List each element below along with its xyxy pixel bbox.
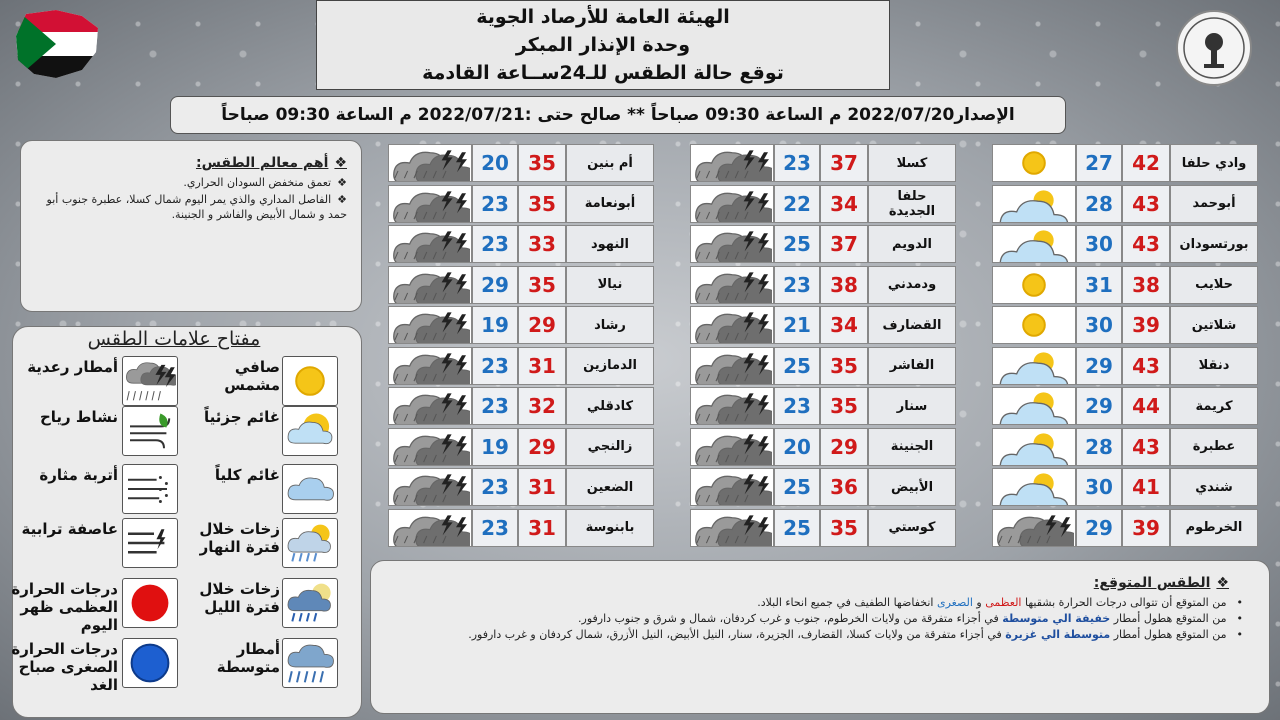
max-temp: 34	[820, 306, 868, 344]
min-temp-icon	[122, 638, 178, 688]
min-temp: 28	[1076, 428, 1122, 466]
max-temp: 31	[518, 468, 566, 506]
min-temp: 20	[774, 428, 820, 466]
city-name: النهود	[566, 225, 654, 263]
weather-partly-icon	[992, 225, 1076, 263]
expected-weather-panel	[370, 560, 1270, 714]
meteorological-authority-logo	[1176, 10, 1252, 86]
city-name: الجنينة	[868, 428, 956, 466]
max-temp: 38	[820, 266, 868, 304]
weather-partly-icon	[992, 387, 1076, 425]
weather-storm-icon	[690, 468, 774, 506]
weather-storm-icon	[690, 266, 774, 304]
max-temp: 29	[518, 428, 566, 466]
legend-label: نشاط رياح	[39, 408, 118, 426]
weather-storm-icon	[388, 428, 472, 466]
max-temp: 43	[1122, 225, 1170, 263]
weather-storm-icon	[690, 225, 774, 263]
max-temp-icon	[122, 578, 178, 628]
max-temp: 35	[518, 266, 566, 304]
city-name: دنقلا	[1170, 347, 1258, 385]
legend-label: غائم جزئياً	[203, 408, 280, 426]
max-temp: 31	[518, 347, 566, 385]
day-showers-icon	[282, 518, 338, 568]
max-temp: 35	[820, 509, 868, 547]
weather-storm-icon	[388, 347, 472, 385]
min-temp: 23	[472, 185, 518, 223]
city-name: الدويم	[868, 225, 956, 263]
legend-label: غائم كلياً	[214, 466, 280, 484]
city-name: وادي حلفا	[1170, 144, 1258, 182]
weather-storm-icon	[388, 387, 472, 425]
weather-storm-icon	[690, 144, 774, 182]
city-name: الدمازين	[566, 347, 654, 385]
legend-label: عاصفة ترابية	[21, 520, 118, 538]
min-temp: 30	[1076, 468, 1122, 506]
min-temp: 22	[774, 185, 820, 223]
max-temp: 39	[1122, 509, 1170, 547]
min-temp: 31	[1076, 266, 1122, 304]
weather-storm-icon	[690, 347, 774, 385]
max-temp: 39	[1122, 306, 1170, 344]
weather-storm-icon	[388, 185, 472, 223]
weather-partly-icon	[992, 347, 1076, 385]
city-name: ودمدني	[868, 266, 956, 304]
feature-item: ❖الفاصل المداري والذي يمر اليوم شمال كسلا، عطبرة جنوب أبو حمد و شمال الأبيض والفاشر و الجنينة.	[46, 193, 347, 221]
legend-label: صافي مشمس	[224, 358, 280, 394]
legend-title: مفتاح علامات الطقس	[87, 328, 261, 350]
weather-storm-icon	[388, 306, 472, 344]
issue-text: الإصدار2022/07/20 م الساعة 09:30 صباحاً ** صالح حتى :2022/07/21 م الساعة 09:30 صباحاً	[221, 105, 1015, 125]
city-name: سنار	[868, 387, 956, 425]
max-temp: 34	[820, 185, 868, 223]
max-temp: 29	[820, 428, 868, 466]
weather-storm-icon	[690, 387, 774, 425]
min-temp: 25	[774, 468, 820, 506]
forecast-title: توقع حالة الطقس للـ24ســاعة القادمة	[422, 62, 784, 84]
min-temp: 19	[472, 428, 518, 466]
max-temp: 31	[518, 509, 566, 547]
city-name: زالنجي	[566, 428, 654, 466]
max-temp: 37	[820, 144, 868, 182]
city-name: نيالا	[566, 266, 654, 304]
city-name: كوستي	[868, 509, 956, 547]
unit-name: وحدة الإنذار المبكر	[515, 34, 691, 56]
min-temp: 25	[774, 509, 820, 547]
min-temp: 23	[774, 387, 820, 425]
expected-item: • من المتوقع أن تتوالى درجات الحرارة بشقيها العظمى و الصغرى انخفاضها الطفيف في جميع انحاء البلاد.	[389, 595, 1243, 611]
max-temp: 36	[820, 468, 868, 506]
max-temp: 37	[820, 225, 868, 263]
weather-storm-icon	[388, 144, 472, 182]
max-temp: 32	[518, 387, 566, 425]
weather-storm-icon	[690, 306, 774, 344]
features-title: ❖أهم معالم الطقس:	[195, 155, 347, 171]
legend-label: أمطار متوسطة	[216, 640, 280, 676]
city-name: الضعين	[566, 468, 654, 506]
legend-label: درجات الحرارة العظمى ظهر اليوم	[11, 580, 118, 634]
sun-icon	[282, 356, 338, 406]
weather-storm-icon	[388, 225, 472, 263]
weather-storm-icon	[388, 266, 472, 304]
city-name: كادقلي	[566, 387, 654, 425]
expected-item: • من المتوقع هطول أمطار متوسطة الي غزيرة في أجزاء متفرقة من ولايات كسلا، القضارف، الجزيرة، سنار، النيل الأبيض، النيل الأزرق، شمال كردفان و غرب دارفور.	[389, 627, 1243, 643]
min-temp: 23	[472, 387, 518, 425]
city-name: أم بنين	[566, 144, 654, 182]
min-temp: 29	[1076, 509, 1122, 547]
min-temp: 23	[472, 347, 518, 385]
min-temp: 25	[774, 347, 820, 385]
city-name: كريمة	[1170, 387, 1258, 425]
city-name: شندي	[1170, 468, 1258, 506]
legend-label: زخات خلال فترة النهار	[199, 520, 280, 556]
wind-icon	[122, 406, 178, 456]
weather-partly-icon	[992, 468, 1076, 506]
min-temp: 29	[472, 266, 518, 304]
min-temp: 23	[472, 225, 518, 263]
min-temp: 23	[774, 144, 820, 182]
city-name: القضارف	[868, 306, 956, 344]
max-temp: 42	[1122, 144, 1170, 182]
city-name: بورتسودان	[1170, 225, 1258, 263]
city-name: كسلا	[868, 144, 956, 182]
min-temp: 30	[1076, 306, 1122, 344]
weather-storm-icon	[388, 509, 472, 547]
legend-label: أمطار رعدية	[27, 358, 118, 376]
min-temp: 23	[472, 509, 518, 547]
weather-partly-icon	[992, 185, 1076, 223]
city-name: أبونعامة	[566, 185, 654, 223]
city-name: أبوحمد	[1170, 185, 1258, 223]
max-temp: 43	[1122, 185, 1170, 223]
city-name: حلفا الجديدة	[868, 185, 956, 223]
max-temp: 44	[1122, 387, 1170, 425]
thunderstorm-icon	[122, 356, 178, 406]
weather-sun-icon	[992, 306, 1076, 344]
moderate-rain-icon	[282, 638, 338, 688]
max-temp: 35	[820, 347, 868, 385]
min-temp: 25	[774, 225, 820, 263]
max-temp: 35	[518, 144, 566, 182]
min-temp: 29	[1076, 387, 1122, 425]
min-temp: 29	[1076, 347, 1122, 385]
city-name: بابنوسة	[566, 509, 654, 547]
partly-cloudy-icon	[282, 406, 338, 456]
city-name: الأبيض	[868, 468, 956, 506]
dust-icon	[122, 464, 178, 514]
cloudy-icon	[282, 464, 338, 514]
min-temp: 27	[1076, 144, 1122, 182]
legend-label: أتربة مثارة	[39, 466, 118, 484]
max-temp: 33	[518, 225, 566, 263]
sudan-flag-icon	[12, 6, 104, 82]
min-temp: 28	[1076, 185, 1122, 223]
min-temp: 30	[1076, 225, 1122, 263]
weather-sun-icon	[992, 266, 1076, 304]
city-name: الفاشر	[868, 347, 956, 385]
min-temp: 23	[472, 468, 518, 506]
night-showers-icon	[282, 578, 338, 628]
max-temp: 38	[1122, 266, 1170, 304]
min-temp: 23	[774, 266, 820, 304]
issue-validity-bar	[170, 96, 1066, 134]
max-temp: 35	[518, 185, 566, 223]
weather-partly-icon	[992, 428, 1076, 466]
org-name: الهيئة العامة للأرصاد الجوية	[476, 6, 730, 28]
expected-title: ❖الطقس المتوقع:	[1093, 575, 1229, 591]
max-temp: 41	[1122, 468, 1170, 506]
weather-features-panel	[20, 140, 362, 312]
weather-storm-icon	[992, 509, 1076, 547]
city-name: الخرطوم	[1170, 509, 1258, 547]
weather-storm-icon	[690, 185, 774, 223]
city-name: عطبرة	[1170, 428, 1258, 466]
min-temp: 20	[472, 144, 518, 182]
max-temp: 43	[1122, 347, 1170, 385]
header-title-box	[316, 0, 890, 90]
min-temp: 19	[472, 306, 518, 344]
city-name: رشاد	[566, 306, 654, 344]
max-temp: 29	[518, 306, 566, 344]
max-temp: 43	[1122, 428, 1170, 466]
feature-item: ❖تعمق منخفض السودان الحراري.	[183, 176, 347, 189]
duststorm-icon	[122, 518, 178, 568]
weather-storm-icon	[388, 468, 472, 506]
expected-item: • من المتوقع هطول أمطار خفيفة الي متوسطة في أجزاء متفرقة من ولايات الخرطوم، جنوب و غرب كردفان، شمال و شرق و جنوب دارفور.	[389, 611, 1243, 627]
weather-storm-icon	[690, 428, 774, 466]
min-temp: 21	[774, 306, 820, 344]
legend-label: درجات الحرارة الصغرى صباح الغد	[11, 640, 118, 694]
legend-label: زخات خلال فترة الليل	[199, 580, 280, 616]
weather-sun-icon	[992, 144, 1076, 182]
max-temp: 35	[820, 387, 868, 425]
weather-storm-icon	[690, 509, 774, 547]
city-name: شلاتين	[1170, 306, 1258, 344]
city-name: حلايب	[1170, 266, 1258, 304]
